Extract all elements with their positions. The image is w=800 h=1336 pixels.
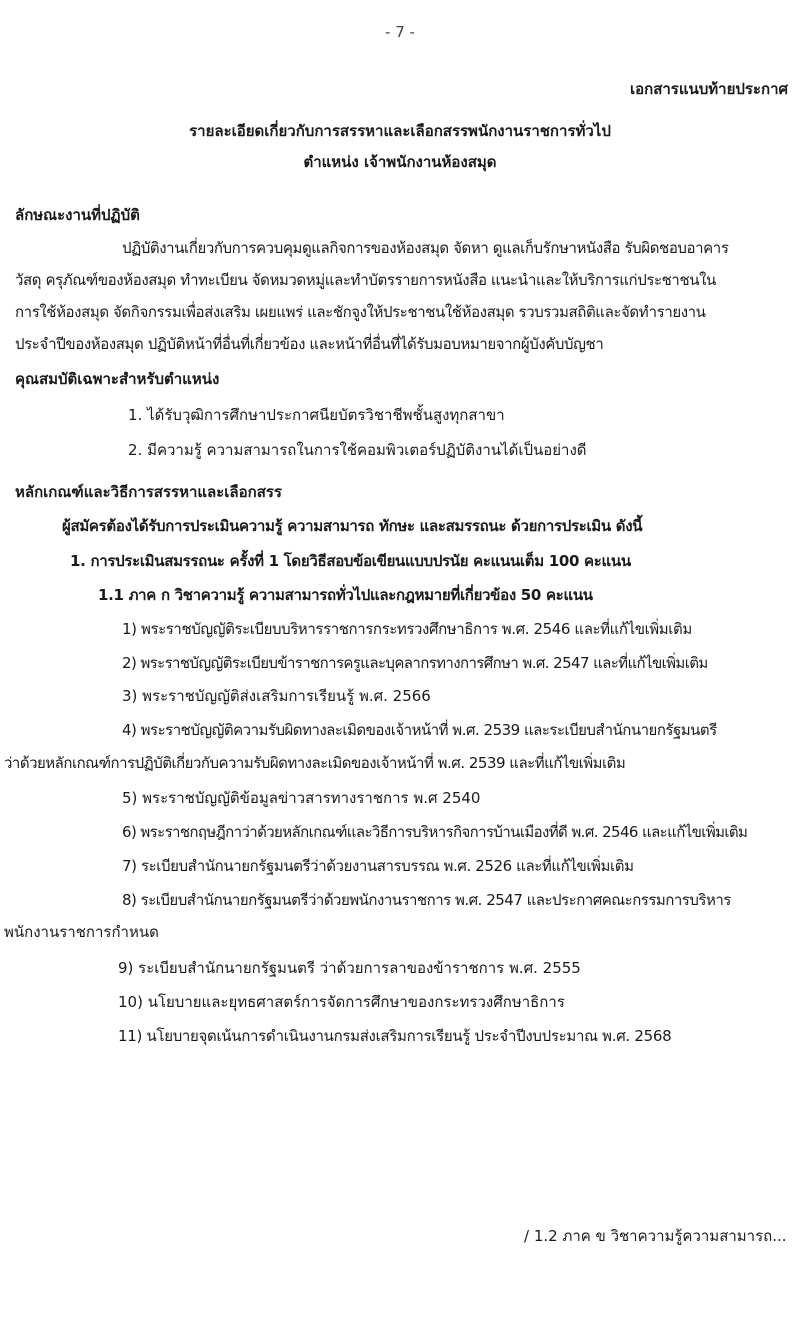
law-item: 11) นโยบายจุดเน้นการดำเนินงานกรมส่งเสริมการเรียนรู้ ประจำปีงบประมาณ พ.ศ. 2568 [118, 1027, 672, 1045]
qualification-item: 1. ได้รับวุฒิการศึกษาประกาศนียบัตรวิชาชีพชั้นสูงทุกสาขา [128, 406, 505, 424]
criteria-step-1: 1. การประเมินสมรรถนะ ครั้งที่ 1 โดยวิธีสอบข้อเขียนแบบปรนัย คะแนนเต็ม 100 คะแนน [70, 552, 631, 570]
law-item: 10) นโยบายและยุทธศาสตร์การจัดการศึกษาของกระทรวงศึกษาธิการ [118, 993, 565, 1011]
job-nature-line: ประจำปีของห้องสมุด ปฏิบัติหน้าที่อื่นที่เกี่ยวข้อง และหน้าที่อื่นที่ได้รับมอบหมายจากผู้บังคับบัญชา [15, 335, 604, 353]
criteria-intro: ผู้สมัครต้องได้รับการประเมินความรู้ ความสามารถ ทักษะ และสมรรถนะ ด้วยการประเมิน ดังนี้ [62, 517, 643, 535]
law-item: 1) พระราชบัญญัติระเบียบบริหารราชการกระทรวงศึกษาธิการ พ.ศ. 2546 และที่แก้ไขเพิ่มเติม [122, 620, 692, 638]
job-nature-line: การใช้ห้องสมุด จัดกิจกรรมเพื่อส่งเสริม เผยแพร่ และชักจูงให้ประชาชนใช้ห้องสมุด รวบรวมสถิติและจัดทำรายงาน [15, 303, 706, 321]
attachment-label: เอกสารแนบท้ายประกาศ [630, 80, 789, 98]
job-nature-line: ปฏิบัติงานเกี่ยวกับการควบคุมดูแลกิจการของห้องสมุด จัดหา ดูแลเก็บรักษาหนังสือ รับผิดชอบอาคาร [122, 239, 729, 257]
law-item: 5) พระราชบัญญัติข้อมูลข่าวสารทางราชการ พ.ศ 2540 [122, 789, 481, 807]
law-item: 2) พระราชบัญญัติระเบียบข้าราชการครูและบุคลากรทางการศึกษา พ.ศ. 2547 และที่แก้ไขเพิ่มเติม [122, 654, 708, 672]
section-1-1-heading: 1.1 ภาค ก วิชาความรู้ ความสามารถทั่วไปและกฎหมายที่เกี่ยวข้อง 50 คะแนน [98, 586, 593, 604]
law-item-continued: ว่าด้วยหลักเกณฑ์การปฏิบัติเกี่ยวกับความรับผิดทางละเมิดของเจ้าหน้าที่ พ.ศ. 2539 และที่แก้ไขเพิ่มเติม [4, 754, 626, 772]
page-number: - 7 - [385, 23, 415, 41]
document-subtitle: ตำแหน่ง เจ้าพนักงานห้องสมุด [303, 153, 497, 171]
law-item: 6) พระราชกฤษฎีกาว่าด้วยหลักเกณฑ์และวิธีการบริหารกิจการบ้านเมืองที่ดี พ.ศ. 2546 และแก้ไขเพิ่มเติม [122, 823, 748, 841]
law-item: 4) พระราชบัญญัติความรับผิดทางละเมิดของเจ้าหน้าที่ พ.ศ. 2539 และระเบียบสำนักนายกรัฐมนตรี [122, 721, 717, 739]
qualification-item: 2. มีความรู้ ความสามารถในการใช้คอมพิวเตอร์ปฏิบัติงานได้เป็นอย่างดี [128, 441, 587, 459]
continuation-note: / 1.2 ภาค ข วิชาความรู้ความสามารถ... [524, 1227, 787, 1245]
job-nature-line: วัสดุ ครุภัณฑ์ของห้องสมุด ทำทะเบียน จัดหมวดหมู่และทำบัตรรายการหนังสือ แนะนำและให้บริการแก่ประชาชนใน [15, 271, 716, 289]
law-item: 8) ระเบียบสำนักนายกรัฐมนตรีว่าด้วยพนักงานราชการ พ.ศ. 2547 และประกาศคณะกรรมการบริหาร [122, 891, 731, 909]
job-nature-heading: ลักษณะงานที่ปฏิบัติ [15, 206, 140, 224]
document-title: รายละเอียดเกี่ยวกับการสรรหาและเลือกสรรพนักงานราชการทั่วไป [189, 122, 611, 140]
qualifications-heading: คุณสมบัติเฉพาะสำหรับตำแหน่ง [15, 370, 220, 388]
law-item: 7) ระเบียบสำนักนายกรัฐมนตรีว่าด้วยงานสารบรรณ พ.ศ. 2526 และที่แก้ไขเพิ่มเติม [122, 857, 634, 875]
law-item: 9) ระเบียบสำนักนายกรัฐมนตรี ว่าด้วยการลาของข้าราชการ พ.ศ. 2555 [118, 959, 581, 977]
criteria-heading: หลักเกณฑ์และวิธีการสรรหาและเลือกสรร [15, 483, 282, 501]
law-item-continued: พนักงานราชการกำหนด [4, 923, 159, 941]
law-item: 3) พระราชบัญญัติส่งเสริมการเรียนรู้ พ.ศ. 2566 [122, 687, 431, 705]
